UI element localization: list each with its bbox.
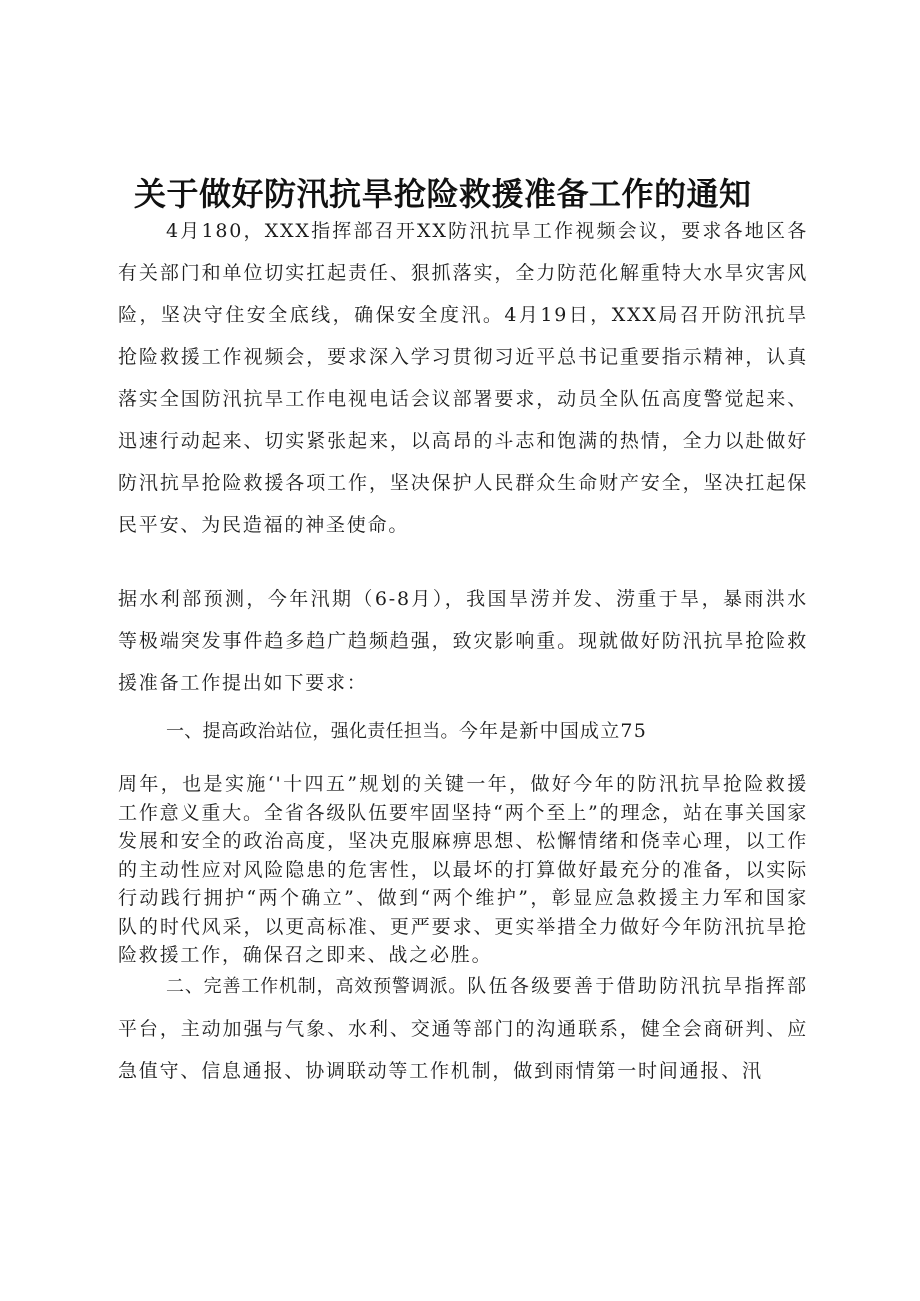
section2-heading: 二、完善工作机制，高效预警调派。	[166, 976, 468, 997]
section1-body: 周年，也是实施‘'十四五”规划的关键一年，做好今年的防汛抗旱抢险救援工作意义重大。全省各级队伍要牢固坚持“两个至上”的理念，站在事关国家发展和安全的政治高度，坚决克服麻痹思想、松懈情绪和侥幸心理，以工作的主动性应对风险隐患的危害性，以最坏的打算做好最充分的准备，以实际行动践行拥护“两个确立”、做到“两个维护”，彰显应急救援主力军和国家队的时代风采，以更高标准、更严要求、更实举措全力做好今年防汛抗旱抢险救援工作，确保召之即来、战之必胜。	[118, 773, 808, 966]
paragraph-meeting-summary: 4月180，XXX指挥部召开XX防汛抗旱工作视频会议，要求各地区各有关部门和单位切实扛起责任、狠抓落实，全力防范化解重特大水旱灾害风险，坚决守住安全底线，确保安全度汛。4月19日，XXX局召开防汛抗旱抢险救援工作视频会，要求深入学习贯彻习近平总书记重要指示精神，认真落实全国防汛抗旱工作电视电话会议部署要求，动员全队伍高度警觉起来、迅速行动起来、切实紧张起来，以高昂的斗志和饱满的热情，全力以赴做好防汛抗旱抢险救援各项工作，坚决保护人民群众生命财产安全，坚决扛起保民平安、为民造福的神圣使命。	[118, 220, 808, 536]
section2-paragraph	[118, 965, 808, 1092]
document-title: 关于做好防汛抗旱抢险救援准备工作的通知	[134, 175, 752, 213]
section1-heading: 一、提高政治站位，强化责任担当。	[166, 721, 459, 742]
section1-lead-text: 今年是新中国成立75	[458, 720, 647, 742]
paragraph-forecast: 据水利部预测，今年汛期（6-8月），我国旱涝并发、涝重于旱，暴雨洪水等极端突发事件趋多趋广趋频趋强，致灾影响重。现就做好防汛抗旱抢险救援准备工作提出如下要求：	[118, 588, 808, 694]
section1-heading-line	[166, 716, 806, 747]
section2-body: 队伍各级要善于借助防汛抗旱指挥部平台，主动加强与气象、水利、交通等部门的沟通联系，健全会商研判、应急值守、信息通报、协调联动等工作机制，做到雨情第一时间通报、汛	[118, 975, 808, 1082]
